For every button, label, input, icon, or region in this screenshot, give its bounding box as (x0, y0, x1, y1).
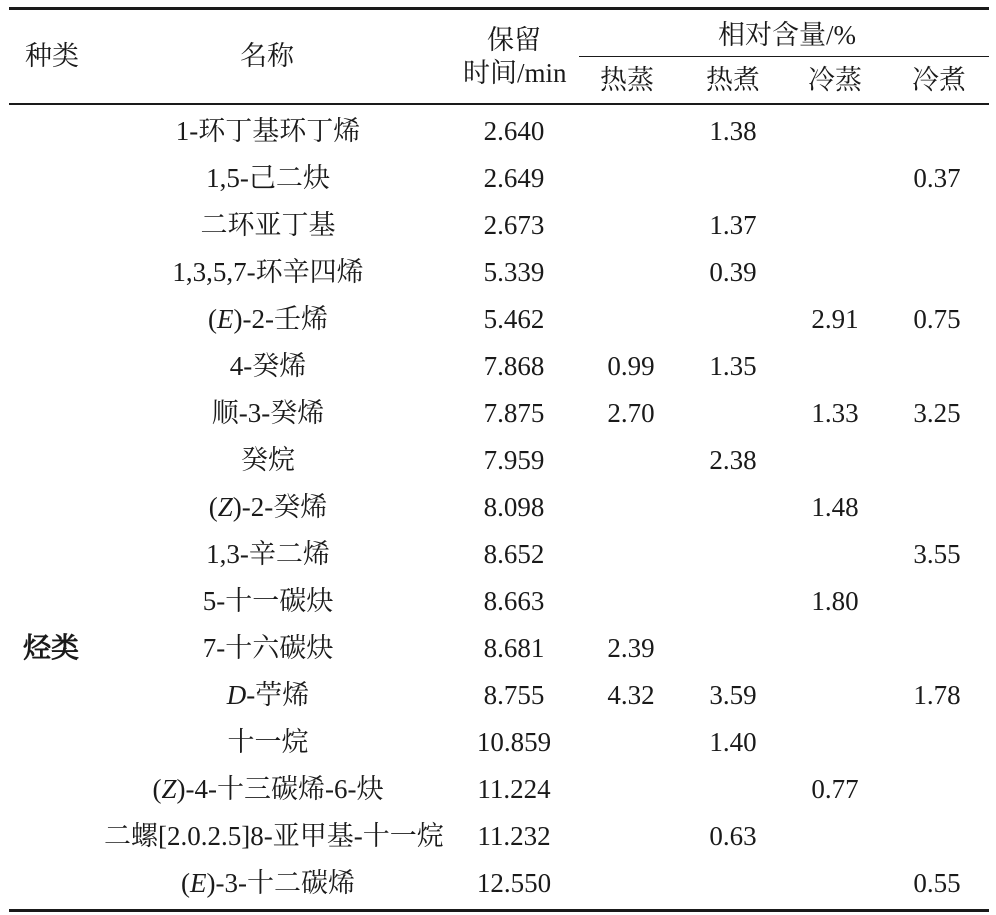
cold-boil-value (887, 343, 987, 390)
retention-time: 8.681 (483, 633, 545, 663)
cold-boil-value (887, 437, 987, 484)
table-row (9, 484, 989, 531)
retention-time: 5.462 (483, 304, 545, 334)
compound-name-italic: D (226, 680, 247, 710)
hot-steam-value (581, 719, 681, 766)
cold-boil-value: 3.25 (913, 398, 961, 428)
hot-boil-value: 1.38 (709, 116, 757, 146)
hot-steam-value: 2.39 (607, 633, 655, 663)
table-row (9, 296, 989, 343)
table-header (9, 10, 989, 103)
header-group-rule (579, 56, 989, 57)
hot-steam-value (581, 296, 681, 343)
cold-steam-value: 2.91 (811, 304, 859, 334)
retention-time: 2.649 (483, 163, 545, 193)
compound-name (104, 813, 444, 860)
hot-boil-value (683, 155, 783, 202)
cold-steam-value (785, 343, 885, 390)
table-row (9, 625, 989, 672)
hot-steam-value (581, 578, 681, 625)
retention-time: 10.859 (476, 727, 552, 757)
compound-name-italic: E (217, 304, 234, 334)
compound-name-prefix: ( (152, 774, 162, 804)
compound-name-text: 1,5-己二炔 (206, 163, 330, 193)
retention-time: 8.652 (483, 539, 545, 569)
hot-boil-value (683, 390, 783, 437)
retention-time: 2.640 (483, 116, 545, 146)
compound-name-text: 1-环丁基环丁烯 (175, 116, 361, 146)
compound-name (104, 249, 432, 296)
cold-steam-value: 1.80 (811, 586, 859, 616)
table-row (9, 343, 989, 390)
header-time-line1: 保留 (487, 25, 541, 55)
compound-name-prefix: ( (208, 492, 218, 522)
hot-steam-value: 0.99 (607, 351, 655, 381)
compound-name-text: 十一烷 (227, 727, 309, 757)
cold-boil-value (887, 484, 987, 531)
cold-boil-value (887, 625, 987, 672)
hot-steam-value (581, 249, 681, 296)
header-cold-boil: 冷煮 (912, 65, 966, 95)
cold-boil-value: 3.55 (913, 539, 961, 569)
compound-name-text: 7-十六碳炔 (202, 633, 334, 663)
table-row (9, 108, 989, 155)
retention-time: 7.875 (483, 398, 545, 428)
cold-boil-value: 0.75 (913, 304, 961, 334)
cold-boil-value: 0.37 (913, 163, 961, 193)
retention-time: 8.098 (483, 492, 545, 522)
compound-name-text: 1,3-辛二烯 (206, 539, 330, 569)
cold-steam-value (785, 813, 885, 860)
hot-steam-value (581, 860, 681, 907)
compound-name-suffix: )-4-十三碳烯-6-炔 (176, 774, 384, 804)
header-time-line2: 时间/min (463, 58, 567, 88)
compound-name-suffix: )-2-壬烯 (233, 304, 328, 334)
hot-steam-value (581, 202, 681, 249)
hot-boil-value (683, 860, 783, 907)
cold-steam-value (785, 437, 885, 484)
compound-name (104, 672, 432, 719)
compound-name (104, 202, 432, 249)
table-row (9, 766, 989, 813)
table-row (9, 437, 989, 484)
header-category: 种类 (25, 41, 79, 71)
hot-boil-value: 3.59 (709, 680, 757, 710)
cold-steam-value (785, 155, 885, 202)
retention-time: 8.755 (483, 680, 545, 710)
hot-steam-value (581, 155, 681, 202)
hot-steam-value (581, 813, 681, 860)
cold-boil-value (887, 108, 987, 155)
compound-name-suffix: )-2-癸烯 (232, 492, 328, 522)
header-cold-steam: 冷蒸 (808, 65, 862, 95)
cold-steam-value: 0.77 (811, 774, 859, 804)
compound-name (104, 766, 432, 813)
table-row (9, 672, 989, 719)
header-hot-steam: 热蒸 (600, 65, 654, 95)
compound-name-text: 顺-3-癸烯 (211, 398, 325, 428)
cold-steam-value: 1.33 (811, 398, 859, 428)
hot-boil-value (683, 531, 783, 578)
hot-steam-value: 2.70 (607, 398, 655, 428)
compound-name-italic: Z (161, 774, 177, 804)
compound-name-prefix: ( (181, 868, 190, 898)
hot-steam-value: 4.32 (607, 680, 655, 710)
cold-boil-value (887, 719, 987, 766)
compound-name-text: 5-十一碳炔 (202, 586, 334, 616)
compound-name (104, 860, 432, 907)
table-row (9, 390, 989, 437)
table-row (9, 578, 989, 625)
compound-name (104, 343, 432, 390)
retention-time: 5.339 (483, 257, 545, 287)
compound-name (104, 437, 432, 484)
hot-boil-value: 1.35 (709, 351, 757, 381)
compound-name (104, 155, 432, 202)
hot-boil-value: 0.39 (709, 257, 757, 287)
cold-boil-value (887, 766, 987, 813)
hot-boil-value (683, 484, 783, 531)
compound-name-suffix: -苧烯 (246, 680, 310, 710)
compound-name-text: 二环亚丁基 (200, 210, 336, 240)
compound-name-text: 二螺[2.0.2.5]8-亚甲基-十一烷 (104, 821, 444, 851)
hot-steam-value (581, 484, 681, 531)
compound-name (104, 531, 432, 578)
cold-boil-value (887, 202, 987, 249)
table-row (9, 719, 989, 766)
compound-name-italic: E (190, 868, 207, 898)
hot-steam-value (581, 766, 681, 813)
compound-name (104, 578, 432, 625)
retention-time: 7.959 (483, 445, 545, 475)
hot-steam-value (581, 108, 681, 155)
table-row (9, 813, 989, 860)
compound-name-italic: Z (217, 492, 233, 522)
retention-time: 11.232 (477, 821, 551, 851)
compound-name-suffix: )-3-十二碳烯 (206, 868, 355, 898)
compound-name-prefix: ( (208, 304, 217, 334)
header-relative-content: 相对含量/% (718, 20, 856, 50)
compound-name-text: 癸烷 (241, 445, 295, 475)
table-row (9, 249, 989, 296)
hot-steam-value (581, 437, 681, 484)
cold-steam-value (785, 531, 885, 578)
retention-time: 12.550 (476, 868, 552, 898)
table-bottom-rule (9, 909, 989, 912)
hot-boil-value: 2.38 (709, 445, 757, 475)
table-row (9, 860, 989, 907)
table-body (9, 105, 989, 909)
header-name: 名称 (240, 41, 294, 71)
cold-steam-value (785, 108, 885, 155)
table-row (9, 155, 989, 202)
compound-name (104, 625, 432, 672)
cold-steam-value (785, 860, 885, 907)
hot-steam-value (581, 531, 681, 578)
cold-boil-value: 1.78 (913, 680, 961, 710)
header-hot-boil: 热煮 (706, 65, 760, 95)
hot-boil-value: 1.37 (709, 210, 757, 240)
cold-steam-value (785, 719, 885, 766)
cold-boil-value: 0.55 (913, 868, 961, 898)
compound-name (104, 296, 432, 343)
compound-name-text: 4-癸烯 (229, 351, 307, 381)
compound-table (9, 7, 989, 912)
compound-name (104, 108, 432, 155)
retention-time: 7.868 (483, 351, 545, 381)
retention-time: 2.673 (483, 210, 545, 240)
cold-steam-value (785, 249, 885, 296)
cold-boil-value (887, 813, 987, 860)
cold-steam-value (785, 202, 885, 249)
hot-boil-value: 0.63 (709, 821, 757, 851)
table-row (9, 531, 989, 578)
retention-time: 11.224 (477, 774, 551, 804)
compound-name (104, 390, 432, 437)
table-row (9, 202, 989, 249)
hot-boil-value (683, 578, 783, 625)
cold-steam-value (785, 672, 885, 719)
category-label: 烃类 (23, 633, 80, 664)
hot-boil-value (683, 296, 783, 343)
compound-name (104, 484, 432, 531)
compound-name-text: 1,3,5,7-环辛四烯 (172, 257, 364, 287)
cold-boil-value (887, 249, 987, 296)
cold-steam-value: 1.48 (811, 492, 859, 522)
hot-boil-value (683, 766, 783, 813)
hot-boil-value (683, 625, 783, 672)
cold-boil-value (887, 578, 987, 625)
cold-steam-value (785, 625, 885, 672)
hot-boil-value: 1.40 (709, 727, 757, 757)
retention-time: 8.663 (483, 586, 545, 616)
compound-name (104, 719, 432, 766)
